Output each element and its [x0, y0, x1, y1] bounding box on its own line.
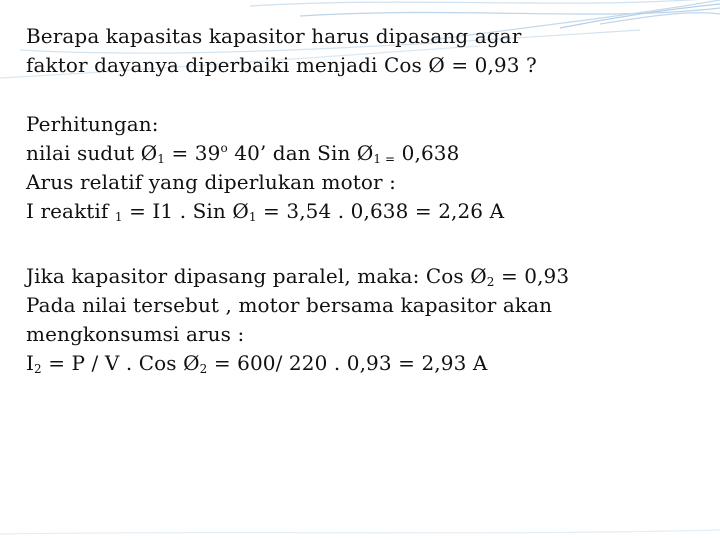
parallel-text-b: = 0,93 [494, 264, 570, 288]
result-line [26, 349, 696, 378]
result-text-b: = P / V . Cos Ø [41, 351, 200, 375]
current-line: Arus relatif yang diperlukan motor : [26, 170, 396, 194]
result-text-c: = 600/ 220 . 0,93 = 2,93 A [207, 351, 488, 375]
wave-line-1 [250, 0, 720, 6]
result-subscript-2: 2 [199, 362, 208, 376]
condition-line: Pada nilai tersebut , motor bersama kapasitor akan [26, 293, 553, 317]
angle-text-d: 0,638 [395, 141, 460, 165]
angle-text-b: = 39 [165, 141, 221, 165]
ireactive-subscript-2: 1 [248, 210, 257, 224]
ireactive-text-b: = I1 . Sin Ø [122, 199, 249, 223]
wave-line-8 [0, 530, 720, 534]
question-line-1: Berapa kapasitas kapasitor harus dipasang agar [26, 24, 522, 48]
parallel-line [26, 262, 696, 291]
angle-subscript-2: 1 = [373, 152, 396, 166]
result-text-a: I [26, 351, 35, 375]
angle-text-c: 40’ dan Sin Ø [227, 141, 374, 165]
parallel-subscript: 2 [486, 275, 495, 289]
ireactive-text-a: I reaktif [26, 199, 115, 223]
parallel-text-a: Jika kapasitor dipasang paralel, maka: Cos Ø [26, 264, 487, 288]
degree-superscript: o [220, 141, 228, 155]
ireactive-subscript: 1 [114, 210, 123, 224]
consumption-line: mengkonsumsi arus : [26, 322, 245, 346]
slide-content [26, 22, 696, 378]
angle-subscript: 1 [157, 152, 166, 166]
angle-line [26, 139, 696, 168]
question-line-2: faktor dayanya diperbaiki menjadi Cos Ø = 0,93 ? [26, 53, 537, 77]
ireactive-text-c: = 3,54 . 0,638 = 2,26 A [256, 199, 505, 223]
calculation-heading: Perhitungan: [26, 112, 159, 136]
reactive-current-line [26, 197, 696, 226]
angle-text-a: nilai sudut Ø [26, 141, 158, 165]
result-subscript: 2 [34, 362, 42, 376]
